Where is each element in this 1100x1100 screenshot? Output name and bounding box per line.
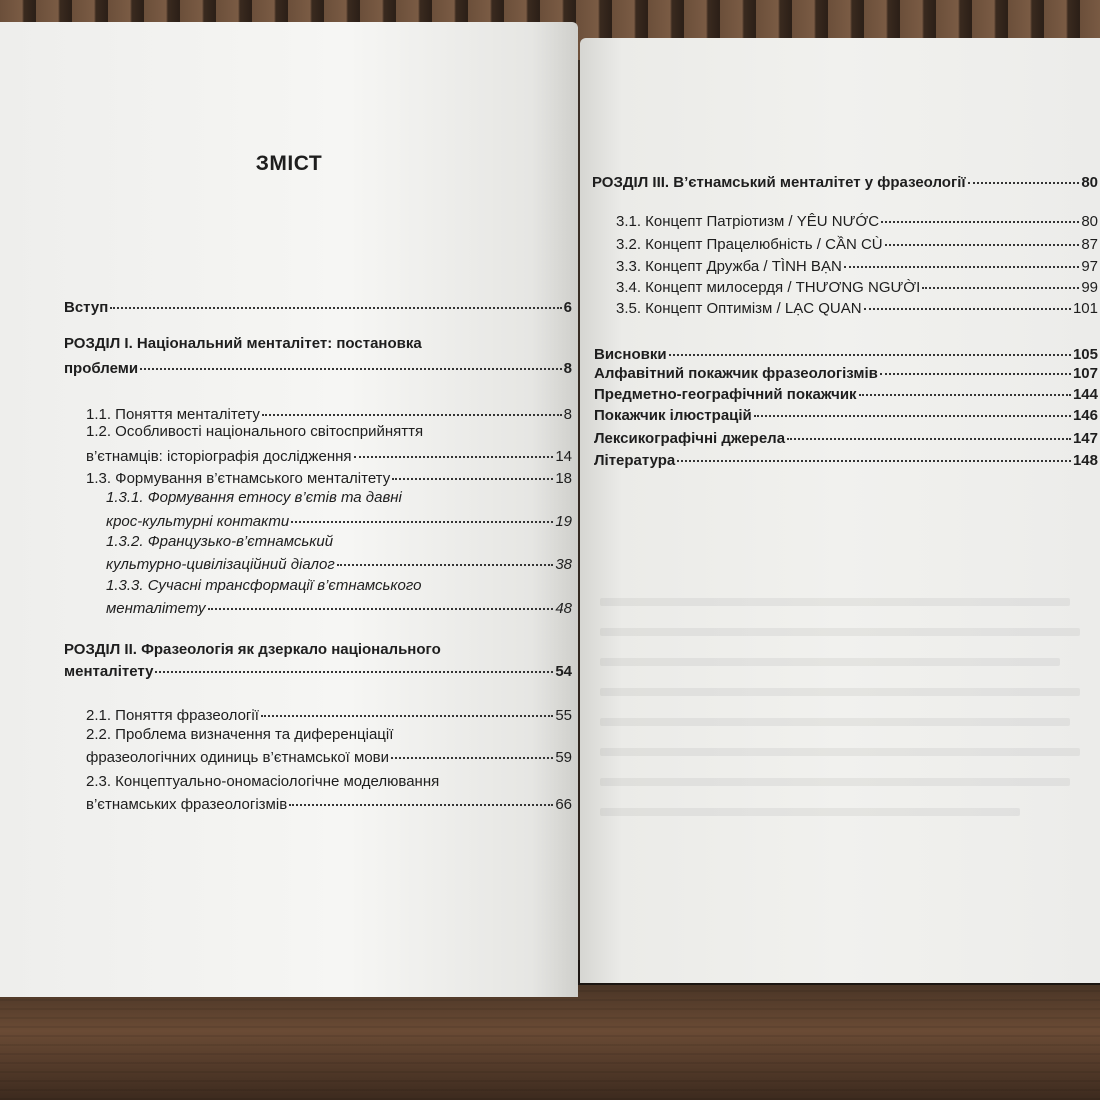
- toc-entry-label: Вступ: [64, 299, 109, 316]
- toc-title: ЗМІСТ: [255, 152, 323, 175]
- toc-entry-page: 80: [1081, 174, 1098, 191]
- toc-entry-label: РОЗДІЛ ІІІ. В’єтнамський менталітет у фразеології: [592, 174, 966, 191]
- toc-entry-chapter-3: [592, 171, 1098, 194]
- toc-entry-page: 105: [1072, 346, 1098, 363]
- toc-entry-1-3-1: [106, 510, 572, 533]
- leader-dots: [291, 507, 553, 523]
- toc-entry-page: 8: [563, 360, 572, 377]
- leader-dots: [968, 168, 1080, 184]
- chapter-1-title-line1: РОЗДІЛ І. Національний менталітет: постановка: [64, 335, 422, 352]
- leader-dots: [289, 790, 553, 806]
- toc-entry-label: фразеологічних одиниць в’єтнамської мови: [86, 749, 390, 766]
- toc-entry-page: 59: [555, 749, 572, 766]
- toc-entry-page: 87: [1081, 236, 1098, 253]
- toc-entry-page: 99: [1081, 279, 1098, 296]
- leader-dots: [859, 380, 1071, 396]
- toc-entry-label: Лексикографічні джерела: [594, 430, 786, 447]
- toc-entry-page: 14: [555, 448, 572, 465]
- toc-entry-1-3-3: [106, 597, 572, 620]
- toc-entry-chapter-1: [64, 357, 572, 380]
- leader-dots: [140, 354, 562, 370]
- leader-dots: [677, 446, 1071, 462]
- leader-dots: [354, 442, 554, 458]
- toc-entry-2-2: [86, 746, 572, 769]
- toc-entry-label: проблеми: [64, 360, 139, 377]
- toc-entry-label: 1.3. Формування в’єтнамського менталітету: [86, 470, 391, 487]
- toc-entry-label: Висновки: [594, 346, 667, 363]
- toc-entry-page: 148: [1072, 452, 1098, 469]
- toc-entry-label: менталітету: [106, 600, 206, 617]
- wooden-table: [0, 985, 1100, 1100]
- toc-entry-label: 3.3. Концепт Дружба / TÌNH BẠN: [616, 258, 842, 275]
- toc-entry-label: культурно-цивілізаційний діалог: [106, 556, 335, 573]
- toc-entry-label: менталітету: [64, 663, 154, 680]
- bleed-through-text: [600, 718, 1070, 726]
- toc-entry-page: 147: [1072, 430, 1098, 447]
- toc-entry-page: 66: [555, 796, 572, 813]
- bleed-through-text: [600, 748, 1080, 756]
- toc-entry-page: 80: [1081, 213, 1098, 230]
- toc-entry-2-2-line1: 2.2. Проблема визначення та диференціації: [86, 726, 394, 743]
- toc-entry-page: 54: [555, 663, 572, 680]
- toc-entry-page: 97: [1081, 258, 1098, 275]
- toc-entry-label: 3.4. Концепт милосердя / THƯƠNG NGƯỜI: [616, 279, 921, 296]
- leader-dots: [262, 400, 562, 416]
- toc-entry-label: 3.5. Концепт Оптимізм / LẠC QUAN: [616, 300, 862, 317]
- bleed-through-text: [600, 778, 1070, 786]
- toc-entry-2-3-line1: 2.3. Концептуально-ономасіологічне моделювання: [86, 773, 440, 790]
- leader-dots: [880, 359, 1071, 375]
- bleed-through-text: [600, 808, 1020, 816]
- toc-entry-literature: [594, 449, 1098, 472]
- toc-entry-label: Предметно-географічний покажчик: [594, 386, 857, 403]
- toc-entry-page: 8: [563, 406, 572, 423]
- toc-entry-label: крос-культурні контакти: [106, 513, 290, 530]
- toc-entry-page: 19: [555, 513, 572, 530]
- leader-dots: [391, 743, 553, 759]
- leader-dots: [110, 293, 561, 309]
- leader-dots: [885, 230, 1080, 246]
- leader-dots: [844, 252, 1080, 268]
- bleed-through-text: [600, 658, 1060, 666]
- leader-dots: [864, 294, 1071, 310]
- bleed-through-text: [600, 598, 1070, 606]
- toc-entry-2-3: [86, 793, 572, 816]
- leader-dots: [669, 340, 1071, 356]
- leader-dots: [787, 424, 1071, 440]
- chapter-2-title-line1: РОЗДІЛ ІІ. Фразеологія як дзеркало національного: [64, 641, 441, 658]
- toc-entry-label: в’єтнамців: історіографія дослідження: [86, 448, 352, 465]
- toc-entry-page: 18: [555, 470, 572, 487]
- toc-entry-1-3-2-line1: 1.3.2. Французько-в’єтнамський: [106, 533, 334, 550]
- toc-entry-page: 38: [555, 556, 572, 573]
- toc-entry-page: 146: [1072, 407, 1098, 424]
- toc-entry-label: в’єтнамських фразеологізмів: [86, 796, 288, 813]
- toc-entry-label: Покажчик ілюстрацій: [594, 407, 752, 424]
- toc-entry-page: 107: [1072, 365, 1098, 382]
- leader-dots: [155, 657, 553, 673]
- toc-entry-label: 3.2. Концепт Працелюбність / CẦN CÙ: [616, 236, 883, 253]
- bleed-through-text: [600, 628, 1080, 636]
- toc-entry-page: 48: [555, 600, 572, 617]
- toc-entry-label: 2.1. Поняття фразеології: [86, 707, 259, 724]
- toc-entry-1-3-2: [106, 553, 572, 576]
- leader-dots: [208, 594, 554, 610]
- toc-entry-chapter-2: [64, 660, 572, 683]
- toc-entry-page: 6: [563, 299, 572, 316]
- toc-entry-label: Алфавітний покажчик фразеологізмів: [594, 365, 878, 382]
- toc-entry-label: Література: [594, 452, 676, 469]
- leader-dots: [337, 550, 554, 566]
- toc-entry-1-3-1-line1: 1.3.1. Формування етносу в’єтів та давні: [106, 489, 402, 506]
- leader-dots: [392, 464, 553, 480]
- toc-entry-label: 3.1. Концепт Патріотизм / YÊU NƯỚC: [616, 213, 880, 230]
- toc-entry-1-3-3-line1: 1.3.3. Сучасні трансформації в’єтнамського: [106, 577, 422, 594]
- leader-dots: [881, 207, 1079, 223]
- toc-entry-3-5: [616, 297, 1098, 320]
- toc-entry-page: 55: [555, 707, 572, 724]
- toc-entry-page: 144: [1072, 386, 1098, 403]
- leader-dots: [754, 401, 1071, 417]
- bleed-through-text: [600, 688, 1080, 696]
- toc-entry-page: 101: [1072, 300, 1098, 317]
- leader-dots: [261, 701, 553, 717]
- leader-dots: [922, 273, 1079, 289]
- toc-entry-label: 1.1. Поняття менталітету: [86, 406, 260, 423]
- toc-entry-1-2-line1: 1.2. Особливості національного світосприйняття: [86, 423, 424, 440]
- toc-entry-intro: [64, 296, 572, 319]
